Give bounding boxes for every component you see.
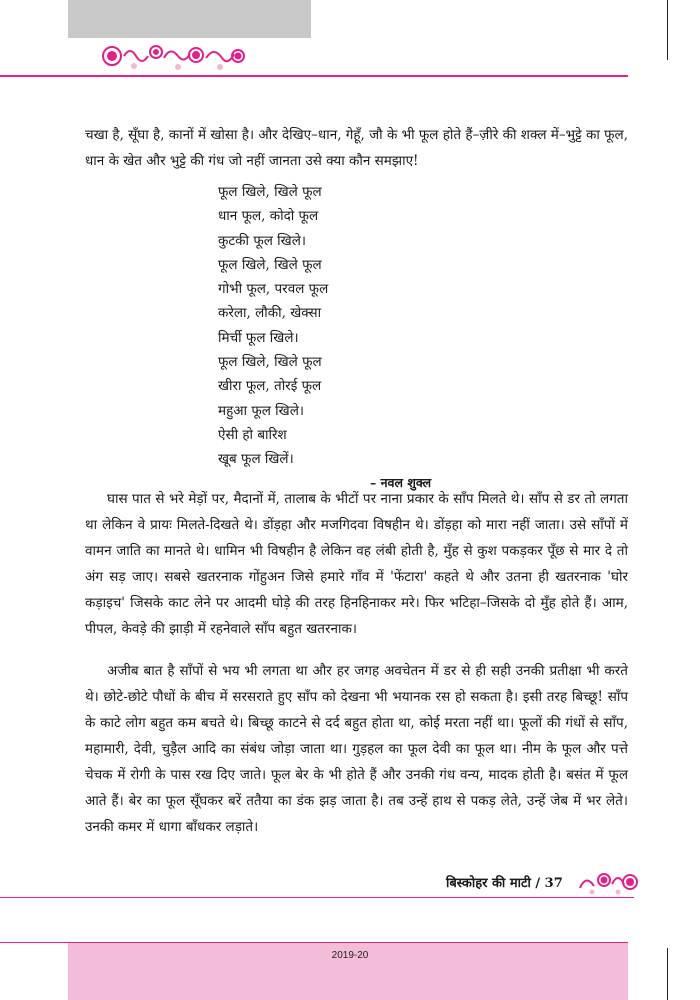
poem-line: खूब फूल खिलें। [218,451,294,468]
poem-line: गोभी फूल, परवल फूल [218,281,329,298]
running-footer-page-number: बिस्कोहर की माटी / 37 [446,876,563,891]
paragraph-fear: अजीब बात है साँपों से भय भी लगता था और हर जगह अवचेतन में डर से ही सही उनकी प्रतीक्षा भी करते थे। छोटे-छोटे पौधों के बीच में सरसराते हुए साँप को देखना भी भयानक रस हो सकता है। इसी तरह बिच्छू! साँप के काटे लोग बहुत कम बचते थे। बिच्छू काटने से दर्द बहुत होता था, कोई मरता नहीं था। फूलों की गंधों से साँप, महामारी, देवी, चुड़ैल आदि का संबंध जोड़ा जाता था। गुड़हल का फूल देवी का फूल था। नीम के फूल और पत्ते चेचक में रोगी के पास रख दिए जाते। फूल बेर के भी होते हैं और उनकी गंध वन्य, मादक होती है। बसंत में फूल आते हैं। बेर का फूल सूँघकर बरें ततैया का डंक झड़ जाता है। तब उन्हें हाथ से पकड़ लेते, उन्हें जेब में भर लेते। उनकी कमर में धागा बाँधकर लड़ाते। [85,663,629,835]
header-grey-tab [68,0,311,38]
edition-year: 2019-20 [331,950,369,961]
swirl-ornament-icon [578,866,640,896]
poem-line: कुटकी फूल खिले। [218,232,306,249]
poem-line: फूल खिले, खिले फूल [218,354,322,371]
poem-line: फूल खिले, खिले फूल [218,184,322,200]
poem-line: मिर्ची फूल खिले। [218,329,299,346]
poem-line: खीरा फूल, तोरई फूल [218,378,322,395]
poem-line: करेला, लौकी, खेक्सा [218,305,322,322]
poem-author: – नवल शुक्ल [370,475,432,490]
footer-rule [0,897,634,898]
swirl-ornament-icon [98,38,248,74]
poem-line: महुआ फूल खिले। [218,402,304,419]
crop-mark [667,0,668,60]
poem-line: ऐसी हो बारिश [218,426,287,443]
poem-line: फूल खिले, खिले फूल [218,256,322,273]
poem [218,180,328,472]
header-rule [0,75,628,77]
poem-line: धान फूल, कोदो फूल [218,208,319,225]
paragraph-snakes: घास पात से भरे मेड़ों पर, मैदानों में, तालाब के भीटों पर नाना प्रकार के साँप मिलते थे। साँप से डर तो लगता था लेकिन वे प्रायः मिलते-दिखते थे। डोंड़हा और मजगिदवा विषहीन थे। डोंड़हा को मारा नहीं जाता। उसे साँपों में वामन जाति का मानते थे। धामिन भी विषहीन है लेकिन वह लंबी होती है, मुँह से कुश पकड़कर पूँछ से मार दे तो अंग सड़ जाए। सबसे खतरनाक गोंहुअन जिसे हमारे गाँव में 'फेंटारा' कहते थे और उतना ही खतरनाक 'घोर कड़ाइच' जिसके काट लेने पर आदमी घोड़े की तरह हिनहिनाकर मरे। फिर भटिहा–जिसके दो मुँह होते हैं। आम, पीपल, केवड़े की झाड़ी में रहनेवाले साँप बहुत खतरनाक। [85,491,628,637]
intro-paragraph: चखा है, सूँघा है, कानों में खोसा है। और देखिए–धान, गेहूँ, जौ के भी फूल होते हैं–ज़ीरे की शक्ल में–भुट्टे का फूल, धान के खेत और भुट्टे की गंध जो नहीं जानता उसे क्या कौन समझाए! [85,127,628,169]
